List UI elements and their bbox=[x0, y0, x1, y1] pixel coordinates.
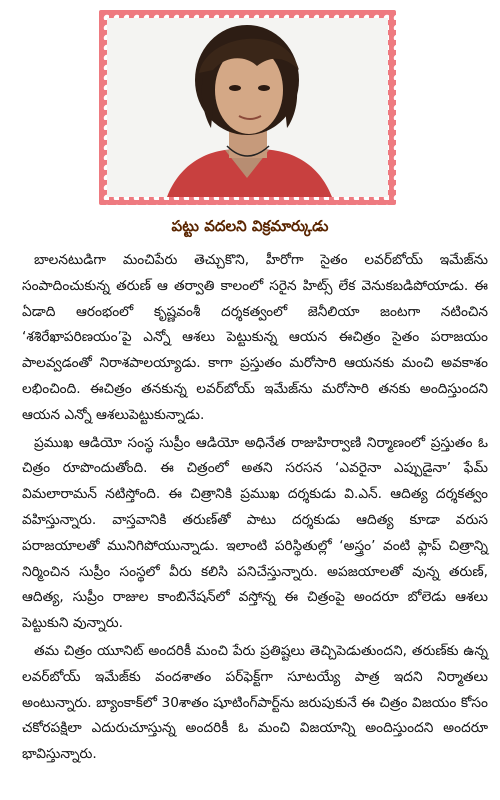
actor-photo bbox=[107, 18, 388, 197]
article-paragraph-1: బాలనటుడిగా మంచిపేరు తెచ్చుకొని, హీరోగా సైతం లవర్‌బోయ్‌ ఇమేజ్‌ను సంపాదించుకున్న తరుణ్‌ ఆ తర్వాతి కాలంలో సరైన హిట్స్‌ లేక వెనుకబడిపోయాడు. ఈ ఏడాది ఆరంభంలో కృష్ణవంశీ దర్శకత్వంలో జెనీలియా జంటగా నటించిన ‘శశిరేఖాపరిణయం’పై ఎన్నో ఆశలు పెట్టుకున్న ఆయన ఈచిత్రం సైతం పరాజయం పాలవ్వడంతో నిరాశపాలయ్యాడు. కాగా ప్రస్తుతం మరోసారి ఆయనకు మంచి అవకాశం లభించింది. ఈచిత్రం తనకున్న లవర్‌బోయ్‌ ఇమేజ్‌ను మరోసారి తనకు అందిస్తుందని ఆయన ఎన్నో ఆశలుపెట్టుకున్నాడు. bbox=[22, 252, 488, 423]
article-paragraph-3: తమ చిత్రం యూనిట్‌ అందరికీ మంచి పేరు ప్రతిష్టలు తెచ్చిపెడుతుందని, తరుణ్‌కు ఉన్న లవర్‌బోయ్‌ ఇమేజ్‌కు వందశాతం పర్‌ఫెక్ట్‌గా సూటయ్యే పాత్ర ఇదని నిర్మాతలు అంటున్నారు. బ్యాంకాక్‌లో 30శాతం షూటింగ్‌పార్ట్‌ను జరుపుకునే ఈ చిత్రం విజయం కోసం చకోరపక్షిలా ఎదురుచూస్తున్న అందరికీ ఓ మంచి విజయాన్ని అందిస్తుందని అందరూ భావిస్తున్నారు. bbox=[22, 642, 488, 763]
actor-portrait-illustration bbox=[107, 18, 388, 197]
article-headline: పట్టు వదలని విక్రమార్కుడు bbox=[171, 217, 329, 235]
photo-frame bbox=[99, 10, 396, 205]
article-paragraph-2: ప్రముఖ ఆడియో సంస్థ సుప్రీం ఆడియో అధినేత రాజుహిర్వాణి నిర్మాణంలో ప్రస్తుతం ఓ చిత్రం రూపొందుతోంది. ఈ చిత్రంలో అతని సరసన ‘ఎవరైనా ఎప్పుడైనా’ ఫేమ్‌ విమలారామన్‌ నటిస్తోంది. ఈ చిత్రానికి ప్రముఖ దర్శకుడు వి.ఎన్‌. ఆదిత్య దర్శకత్వం వహిస్తున్నారు. వాస్తవానికి తరుణ్‌తో పాటు దర్శకుడు ఆదిత్య కూడా వరుస పరాజయాలతో మునిగిపోయున్నాడు. ఇలాంటి పరిస్థితుల్లో ‘అస్త్రం’ వంటి ఫ్లాప్‌ చిత్రాన్ని నిర్మించిన సుప్రీం సంస్థలో వీరు కలిసి పనిచేస్తున్నారు. అపజయాలతో వున్న తరుణ్‌, ఆదిత్య, సుప్రీం రాజుల కాంబినేషన్‌లో వస్తోన్న ఈ చిత్రంపై అందరూ బోలెడు ఆశలు పెట్టుకుని వున్నారు. bbox=[22, 434, 488, 632]
article-body bbox=[22, 248, 488, 768]
